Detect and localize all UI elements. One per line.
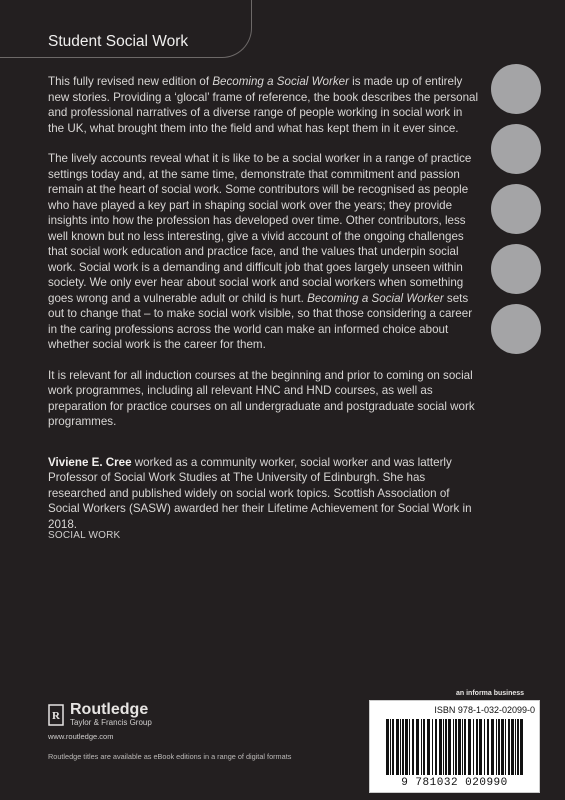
decorative-circles (491, 64, 541, 354)
paragraph-text: The lively accounts reveal what it is like to be a social worker in a range of practice settings today and, at the same time, demonstrate that commitment and passion remain at the heart of social work. Some contributors will be recognised as people who have played a key part in shaping social work over the years; they provide insights into how the profession has developed over time. Other contributors, less well known but no less interesting, give a vivid account of the ongoing challenges that social work education and practice face, and the values that underpin social work. Social work is a demanding and difficult job that goes largely unseen within society. We only ever hear about social work and social workers when something goes wrong and a vulnerable adult or child is hurt. (48, 152, 472, 305)
svg-text:R: R (52, 710, 60, 722)
circle-decoration (491, 304, 541, 354)
publisher-group: Taylor & Francis Group (70, 718, 152, 727)
blurb-paragraph (48, 368, 480, 430)
series-tab (0, 0, 252, 58)
publisher-name: Routledge (70, 701, 149, 718)
subject-category: SOCIAL WORK (48, 530, 121, 541)
ebook-note: Routledge titles are available as eBook editions in a range of digital formats (48, 752, 292, 761)
blurb-paragraph (48, 74, 480, 136)
book-title-italic: Becoming a Social Worker (307, 291, 444, 305)
paragraph-text: It is relevant for all induction courses at the beginning and prior to coming on social work programmes, including all relevant HNC and HND courses, as well as preparation for practice courses on all undergraduate and postgraduate social work programmes. (48, 368, 475, 428)
book-title-italic: Becoming a Social Worker (212, 75, 349, 88)
circle-decoration (491, 184, 541, 234)
blurb-paragraphs (48, 74, 480, 430)
paragraph-text: This fully revised new edition of (48, 75, 213, 88)
isbn-label: ISBN 978-1-032-02099-0 (434, 705, 535, 715)
blurb-paragraph (48, 151, 480, 353)
circle-decoration (491, 244, 541, 294)
author-name: Viviene E. Cree (48, 455, 132, 469)
author-bio-text: worked as a community worker, social worker and was latterly Professor of Social Work Studies at The University of Edinburgh. She has researched and published widely on social work topics. Scottish Association of Social Workers (SASW) awarded her their Lifetime Achievement for Social Work in 2018. (48, 455, 472, 531)
series-label: Student Social Work (48, 33, 189, 50)
barcode-digits: 9 781032 020990 (401, 777, 508, 789)
paragraph-text: is made up of entirely new stories. Providing a ‘glocal’ frame of reference, the book describes the personal and professional narratives of a diverse range of people working in social work in the UK, what brought them into the field and what has kept them in it ever since. (48, 75, 479, 135)
publisher-logo (48, 702, 152, 728)
paragraph-text: sets out to change that – to make social work visible, so that those considering a career in the caring professions across the world can make an informed choice about whether social work is the career for them. (48, 291, 473, 351)
circle-decoration (491, 64, 541, 114)
barcode-panel (369, 700, 540, 793)
publisher-website[interactable]: www.routledge.com (48, 732, 114, 741)
author-bio (48, 455, 480, 533)
informa-business-label: an informa business (456, 690, 525, 697)
circle-decoration (491, 124, 541, 174)
barcode-icon (386, 719, 524, 775)
routledge-logo-icon (48, 704, 64, 726)
blurb-text (48, 74, 480, 547)
